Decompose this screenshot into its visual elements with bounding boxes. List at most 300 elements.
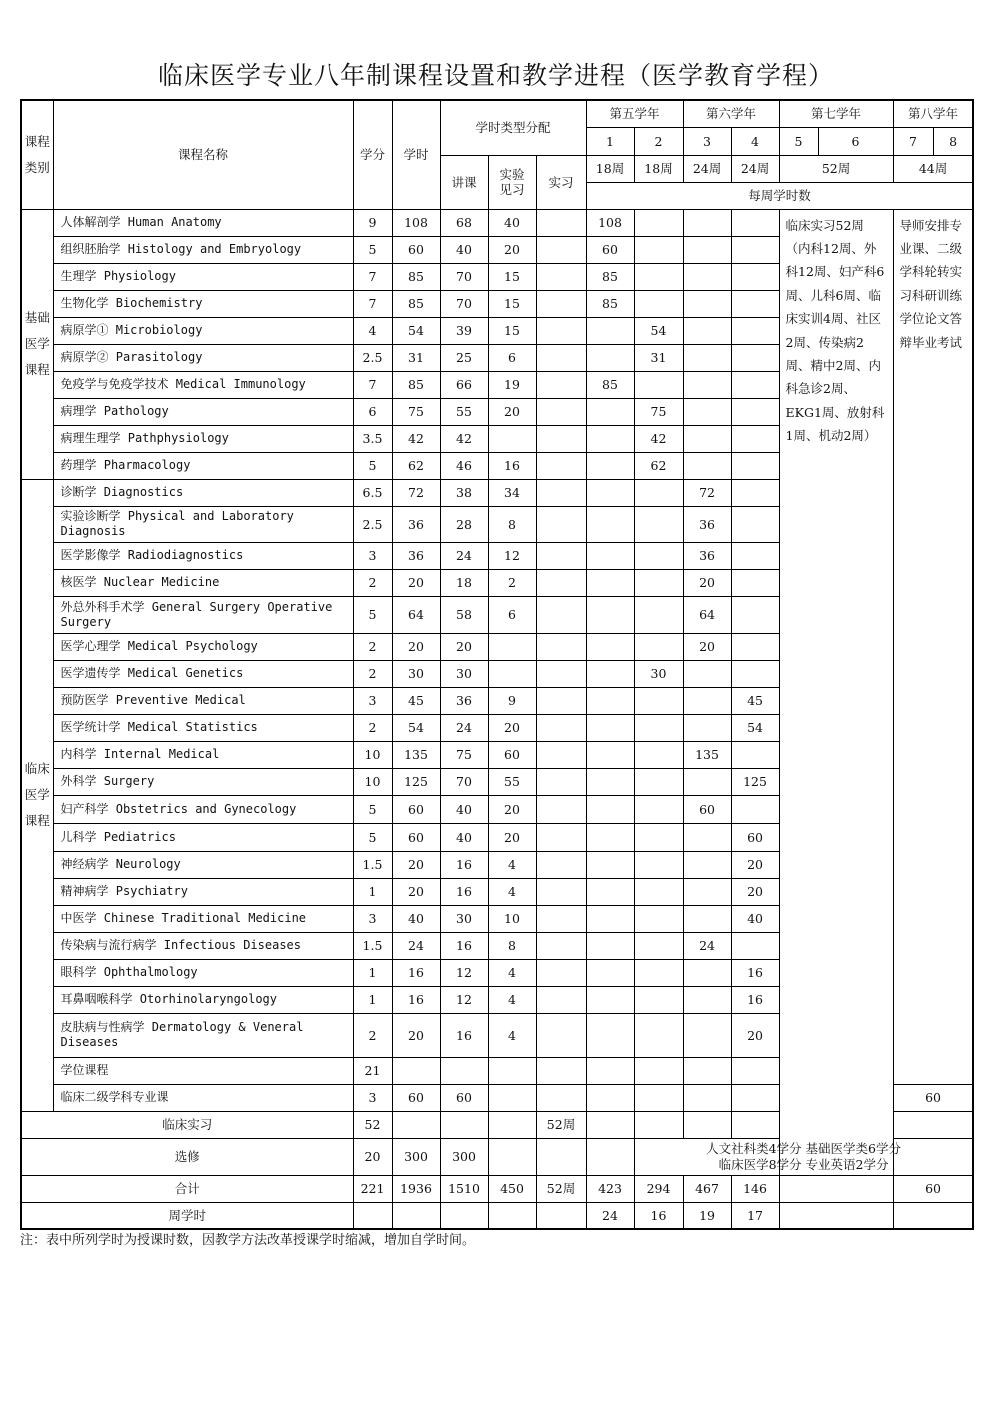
- semester-2-hours: [634, 479, 683, 506]
- course-hours: 125: [392, 768, 440, 795]
- header-semester: 7: [893, 127, 933, 155]
- semester-3-hours: [683, 687, 731, 714]
- course-practice-hours: [536, 344, 586, 371]
- semester-1-hours: [586, 506, 634, 542]
- semester-3-hours: [683, 959, 731, 986]
- empty-cell: [731, 1111, 779, 1138]
- semester-4-hours: [731, 506, 779, 542]
- course-hours: 16: [392, 959, 440, 986]
- semester-2-hours: [634, 596, 683, 633]
- course-hours: 30: [392, 660, 440, 687]
- table-row: [21, 1175, 973, 1202]
- header-weeks: 24周: [731, 155, 779, 182]
- semester-1-hours: [586, 344, 634, 371]
- header-semester: 3: [683, 127, 731, 155]
- course-name: 预防医学 Preventive Medical: [53, 687, 353, 714]
- weekly-semester-1: 24: [586, 1202, 634, 1229]
- course-hours: 36: [392, 506, 440, 542]
- course-credits: 2: [353, 714, 392, 741]
- empty-cell: [536, 1138, 586, 1175]
- course-lab-hours: 20: [488, 823, 536, 851]
- course-name: 临床二级学科专业课: [53, 1084, 353, 1111]
- header-weeks: 24周: [683, 155, 731, 182]
- total-hours: 1936: [392, 1175, 440, 1202]
- course-lecture-hours: 70: [440, 768, 488, 795]
- semester-4-hours: 60: [731, 823, 779, 851]
- course-name: 医学遗传学 Medical Genetics: [53, 660, 353, 687]
- course-lecture-hours: 16: [440, 878, 488, 905]
- course-name: 医学统计学 Medical Statistics: [53, 714, 353, 741]
- header-credits: 学分: [353, 100, 392, 209]
- semester-2-hours: 75: [634, 398, 683, 425]
- course-credits: 5: [353, 795, 392, 823]
- course-credits: 6: [353, 398, 392, 425]
- course-credits: 1.5: [353, 851, 392, 878]
- semester-2-hours: [634, 959, 683, 986]
- empty-cell: [536, 1057, 586, 1084]
- course-lecture-hours: 60: [440, 1084, 488, 1111]
- semester-1-hours: 60: [586, 236, 634, 263]
- empty-cell: [586, 1111, 634, 1138]
- semester-1-hours: [586, 425, 634, 452]
- course-practice-hours: [536, 371, 586, 398]
- course-name: 药理学 Pharmacology: [53, 452, 353, 479]
- course-lecture-hours: 39: [440, 317, 488, 344]
- semester-1-hours: [586, 959, 634, 986]
- course-hours: 24: [392, 932, 440, 959]
- course-lab-hours: 16: [488, 452, 536, 479]
- course-lab-hours: [488, 660, 536, 687]
- internship-label: 临床实习: [21, 1111, 353, 1138]
- course-credits: 2.5: [353, 506, 392, 542]
- semester-4-hours: [731, 932, 779, 959]
- course-lecture-hours: 58: [440, 596, 488, 633]
- course-hours: 20: [392, 1013, 440, 1057]
- course-practice-hours: [536, 398, 586, 425]
- course-lecture-hours: 28: [440, 506, 488, 542]
- course-name: 病原学② Parasitology: [53, 344, 353, 371]
- course-lab-hours: 10: [488, 905, 536, 932]
- elective-credits: 20: [353, 1138, 392, 1175]
- empty-cell: [893, 1202, 973, 1229]
- semester-4-hours: [731, 425, 779, 452]
- course-name: 神经病学 Neurology: [53, 851, 353, 878]
- semester-3-hours: [683, 425, 731, 452]
- course-lab-hours: 15: [488, 263, 536, 290]
- course-practice-hours: [536, 878, 586, 905]
- header-year7: 第七学年: [779, 100, 893, 127]
- course-lab-hours: 15: [488, 317, 536, 344]
- course-name: 学位课程: [53, 1057, 353, 1084]
- course-credits: 7: [353, 371, 392, 398]
- course-lecture-hours: 42: [440, 425, 488, 452]
- header-semester: 1: [586, 127, 634, 155]
- semester-3-hours: [683, 714, 731, 741]
- empty-cell: [634, 1111, 683, 1138]
- course-hours: 60: [392, 823, 440, 851]
- semester-2-hours: [634, 633, 683, 660]
- semester-3-hours: 20: [683, 633, 731, 660]
- course-lab-hours: 20: [488, 398, 536, 425]
- header-weeks: 18周: [586, 155, 634, 182]
- course-credits: 4: [353, 317, 392, 344]
- course-name: 实验诊断学 Physical and Laboratory Diagnosis: [53, 506, 353, 542]
- empty-cell: [634, 1084, 683, 1111]
- semester-2-hours: [634, 371, 683, 398]
- semester-2-hours: 42: [634, 425, 683, 452]
- empty-cell: [440, 1111, 488, 1138]
- course-practice-hours: [536, 209, 586, 236]
- course-practice-hours: [536, 986, 586, 1013]
- semester-4-hours: [731, 660, 779, 687]
- semester-1-hours: [586, 768, 634, 795]
- semester-2-hours: 54: [634, 317, 683, 344]
- course-credits: 3.5: [353, 425, 392, 452]
- semester-4-hours: [731, 479, 779, 506]
- course-credits: 7: [353, 290, 392, 317]
- empty-cell: [488, 1084, 536, 1111]
- semester-3-hours: [683, 823, 731, 851]
- semester-2-hours: [634, 290, 683, 317]
- course-credits: 2: [353, 569, 392, 596]
- empty-cell: [353, 1202, 392, 1229]
- course-hours: 16: [392, 986, 440, 1013]
- semester-4-hours: [731, 452, 779, 479]
- course-practice-hours: [536, 317, 586, 344]
- course-practice-hours: [536, 905, 586, 932]
- course-name: 生理学 Physiology: [53, 263, 353, 290]
- course-credits: 5: [353, 236, 392, 263]
- course-lab-hours: 40: [488, 209, 536, 236]
- semester-1-hours: [586, 660, 634, 687]
- header-weeks: 52周: [779, 155, 893, 182]
- course-name: 外总外科手术学 General Surgery Operative Surgery: [53, 596, 353, 633]
- semester-2-hours: 62: [634, 452, 683, 479]
- semester-4-hours: [731, 633, 779, 660]
- course-hours: 42: [392, 425, 440, 452]
- semester-1-hours: [586, 714, 634, 741]
- semester-2-hours: [634, 263, 683, 290]
- course-name: 诊断学 Diagnostics: [53, 479, 353, 506]
- course-hours: 45: [392, 687, 440, 714]
- course-lecture-hours: 30: [440, 905, 488, 932]
- course-practice-hours: [536, 425, 586, 452]
- semester-1-hours: [586, 932, 634, 959]
- empty-cell: [488, 1111, 536, 1138]
- course-hours: 135: [392, 741, 440, 768]
- header-hours: 学时: [392, 100, 440, 209]
- empty-cell: [731, 1084, 779, 1111]
- course-lab-hours: 55: [488, 768, 536, 795]
- course-credits: 1: [353, 959, 392, 986]
- course-lecture-hours: 16: [440, 932, 488, 959]
- year8-hours: 60: [893, 1084, 973, 1111]
- semester-3-hours: 24: [683, 932, 731, 959]
- course-credits: 3: [353, 687, 392, 714]
- empty-cell: [392, 1202, 440, 1229]
- course-practice-hours: [536, 569, 586, 596]
- course-practice-hours: [536, 768, 586, 795]
- course-credits: 21: [353, 1057, 392, 1084]
- course-credits: 2.5: [353, 344, 392, 371]
- course-name: 病理学 Pathology: [53, 398, 353, 425]
- semester-2-hours: [634, 236, 683, 263]
- semester-1-hours: [586, 823, 634, 851]
- semester-4-hours: [731, 569, 779, 596]
- semester-1-hours: [586, 1013, 634, 1057]
- semester-2-hours: [634, 851, 683, 878]
- semester-1-hours: [586, 905, 634, 932]
- course-practice-hours: [536, 452, 586, 479]
- course-practice-hours: [536, 823, 586, 851]
- curriculum-table: [20, 99, 974, 1230]
- total-semester-2: 294: [634, 1175, 683, 1202]
- semester-2-hours: [634, 795, 683, 823]
- semester-2-hours: [634, 506, 683, 542]
- course-hours: 108: [392, 209, 440, 236]
- course-lab-hours: 4: [488, 878, 536, 905]
- semester-1-hours: [586, 986, 634, 1013]
- course-practice-hours: [536, 263, 586, 290]
- semester-3-hours: 36: [683, 542, 731, 569]
- semester-1-hours: [586, 633, 634, 660]
- semester-4-hours: 20: [731, 878, 779, 905]
- empty-cell: [893, 1111, 973, 1138]
- course-name: 儿科学 Pediatrics: [53, 823, 353, 851]
- course-practice-hours: [536, 687, 586, 714]
- semester-3-hours: 36: [683, 506, 731, 542]
- total-semester-1: 423: [586, 1175, 634, 1202]
- course-practice-hours: [536, 236, 586, 263]
- course-hours: 60: [392, 795, 440, 823]
- course-practice-hours: [536, 290, 586, 317]
- course-lecture-hours: 75: [440, 741, 488, 768]
- semester-4-hours: 125: [731, 768, 779, 795]
- semester-4-hours: [731, 290, 779, 317]
- course-name: 眼科学 Ophthalmology: [53, 959, 353, 986]
- course-hours: 54: [392, 714, 440, 741]
- header-semester: 8: [933, 127, 973, 155]
- course-hours: 20: [392, 878, 440, 905]
- semester-2-hours: [634, 1013, 683, 1057]
- course-name: 外科学 Surgery: [53, 768, 353, 795]
- total-label: 合计: [21, 1175, 353, 1202]
- semester-4-hours: [731, 371, 779, 398]
- course-lab-hours: 60: [488, 741, 536, 768]
- semester-2-hours: [634, 542, 683, 569]
- course-lab-hours: 8: [488, 932, 536, 959]
- semester-2-hours: [634, 878, 683, 905]
- course-hours: 20: [392, 633, 440, 660]
- course-lecture-hours: 38: [440, 479, 488, 506]
- course-lecture-hours: 40: [440, 795, 488, 823]
- course-practice-hours: [536, 932, 586, 959]
- header-practice: 实习: [536, 155, 586, 209]
- semester-2-hours: [634, 823, 683, 851]
- course-name: 病原学① Microbiology: [53, 317, 353, 344]
- total-lab-hours: 450: [488, 1175, 536, 1202]
- course-practice-hours: [536, 851, 586, 878]
- header-year8: 第八学年: [893, 100, 973, 127]
- semester-4-hours: [731, 596, 779, 633]
- semester-2-hours: [634, 714, 683, 741]
- course-practice-hours: [536, 506, 586, 542]
- semester-4-hours: [731, 236, 779, 263]
- course-lab-hours: 20: [488, 714, 536, 741]
- course-lecture-hours: 40: [440, 823, 488, 851]
- course-hours: 64: [392, 596, 440, 633]
- course-name: 病理生理学 Pathphysiology: [53, 425, 353, 452]
- semester-3-hours: [683, 452, 731, 479]
- course-lecture-hours: 70: [440, 263, 488, 290]
- course-lab-hours: 15: [488, 290, 536, 317]
- course-credits: 3: [353, 1084, 392, 1111]
- semester-4-hours: [731, 741, 779, 768]
- course-hours: 60: [392, 236, 440, 263]
- header-semester: 2: [634, 127, 683, 155]
- course-hours: 40: [392, 905, 440, 932]
- course-lecture-hours: 70: [440, 290, 488, 317]
- course-lecture-hours: 16: [440, 851, 488, 878]
- empty-cell: [586, 1084, 634, 1111]
- course-practice-hours: [536, 1013, 586, 1057]
- course-name: 妇产科学 Obstetrics and Gynecology: [53, 795, 353, 823]
- course-lab-hours: 20: [488, 236, 536, 263]
- course-lab-hours: 6: [488, 596, 536, 633]
- semester-1-hours: [586, 741, 634, 768]
- semester-1-hours: [586, 596, 634, 633]
- course-lecture-hours: 18: [440, 569, 488, 596]
- elective-hours: 300: [392, 1138, 440, 1175]
- course-lecture-hours: 55: [440, 398, 488, 425]
- table-row: [21, 1138, 973, 1175]
- semester-1-hours: [586, 795, 634, 823]
- course-hours: 85: [392, 263, 440, 290]
- course-hours: 31: [392, 344, 440, 371]
- course-lecture-hours: 24: [440, 714, 488, 741]
- course-hours: 75: [392, 398, 440, 425]
- semester-4-hours: 20: [731, 1013, 779, 1057]
- course-hours: 85: [392, 371, 440, 398]
- course-lecture-hours: 40: [440, 236, 488, 263]
- semester-3-hours: [683, 344, 731, 371]
- course-credits: 5: [353, 452, 392, 479]
- header-category: 课程类别: [21, 100, 53, 209]
- course-hours: 85: [392, 290, 440, 317]
- semester-1-hours: [586, 317, 634, 344]
- semester-4-hours: 20: [731, 851, 779, 878]
- semester-1-hours: 85: [586, 290, 634, 317]
- course-credits: 2: [353, 660, 392, 687]
- semester-4-hours: [731, 795, 779, 823]
- course-practice-hours: [536, 660, 586, 687]
- course-credits: 6.5: [353, 479, 392, 506]
- semester-3-hours: 72: [683, 479, 731, 506]
- course-lab-hours: 12: [488, 542, 536, 569]
- header-lecture: 讲课: [440, 155, 488, 209]
- semester-3-hours: [683, 660, 731, 687]
- header-semester: 5: [780, 128, 819, 155]
- course-lab-hours: 4: [488, 959, 536, 986]
- weekly-semester-3: 19: [683, 1202, 731, 1229]
- empty-cell: [683, 1084, 731, 1111]
- elective-note-line: 临床医学8学分 专业英语2学分: [718, 1156, 889, 1172]
- page-title: 临床医学专业八年制课程设置和教学进程（医学教育学程）: [157, 61, 834, 90]
- course-credits: 10: [353, 741, 392, 768]
- semester-3-hours: 64: [683, 596, 731, 633]
- course-practice-hours: [536, 959, 586, 986]
- category-basic: 基础医学课程: [21, 209, 53, 479]
- semester-1-hours: [586, 542, 634, 569]
- empty-cell: [634, 1057, 683, 1084]
- course-name: 组织胚胎学 Histology and Embryology: [53, 236, 353, 263]
- total-lecture-hours: 1510: [440, 1175, 488, 1202]
- semester-3-hours: [683, 371, 731, 398]
- total-practice-weeks: 52周: [536, 1175, 586, 1202]
- semester-4-hours: 16: [731, 986, 779, 1013]
- course-lecture-hours: 68: [440, 209, 488, 236]
- empty-cell: [488, 1138, 536, 1175]
- header-weeks: 44周: [893, 155, 973, 182]
- course-lecture-hours: 46: [440, 452, 488, 479]
- course-hours: 72: [392, 479, 440, 506]
- semester-3-hours: [683, 290, 731, 317]
- course-practice-hours: [536, 741, 586, 768]
- empty-cell: [488, 1202, 536, 1229]
- year8-plan-note: 导师安排专业课、二级学科轮转实习科研训练学位论文答辩毕业考试: [893, 209, 973, 1084]
- empty-cell: [586, 1138, 634, 1175]
- course-credits: 3: [353, 542, 392, 569]
- semester-1-hours: [586, 398, 634, 425]
- semester-4-hours: 45: [731, 687, 779, 714]
- semester-1-hours: [586, 687, 634, 714]
- course-lab-hours: 20: [488, 795, 536, 823]
- course-name: 内科学 Internal Medical: [53, 741, 353, 768]
- semester-3-hours: [683, 236, 731, 263]
- semester-4-hours: [731, 542, 779, 569]
- header-course-name: 课程名称: [53, 100, 353, 209]
- course-hours: 54: [392, 317, 440, 344]
- empty-cell: [488, 1057, 536, 1084]
- semester-4-hours: 16: [731, 959, 779, 986]
- header-year5: 第五学年: [586, 100, 683, 127]
- empty-cell: [586, 1057, 634, 1084]
- semester-4-hours: [731, 398, 779, 425]
- semester-4-hours: [731, 317, 779, 344]
- semester-3-hours: [683, 851, 731, 878]
- course-lecture-hours: 12: [440, 959, 488, 986]
- course-lab-hours: [488, 633, 536, 660]
- category-clinical: 临床医学课程: [21, 479, 53, 1111]
- header-semester-5-6: [779, 127, 893, 155]
- semester-2-hours: [634, 209, 683, 236]
- course-credits: 9: [353, 209, 392, 236]
- course-lecture-hours: 20: [440, 633, 488, 660]
- course-name: 人体解剖学 Human Anatomy: [53, 209, 353, 236]
- empty-cell: [392, 1057, 440, 1084]
- elective-note-line: 人文社科类4学分 基础医学类6学分: [706, 1140, 901, 1156]
- semester-4-hours: [731, 209, 779, 236]
- empty-cell: [536, 1084, 586, 1111]
- course-lab-hours: 19: [488, 371, 536, 398]
- semester-2-hours: [634, 768, 683, 795]
- course-practice-hours: [536, 596, 586, 633]
- course-practice-hours: [536, 633, 586, 660]
- semester-4-hours: [731, 344, 779, 371]
- empty-cell: [779, 1175, 893, 1202]
- course-lab-hours: [488, 425, 536, 452]
- course-credits: 1: [353, 986, 392, 1013]
